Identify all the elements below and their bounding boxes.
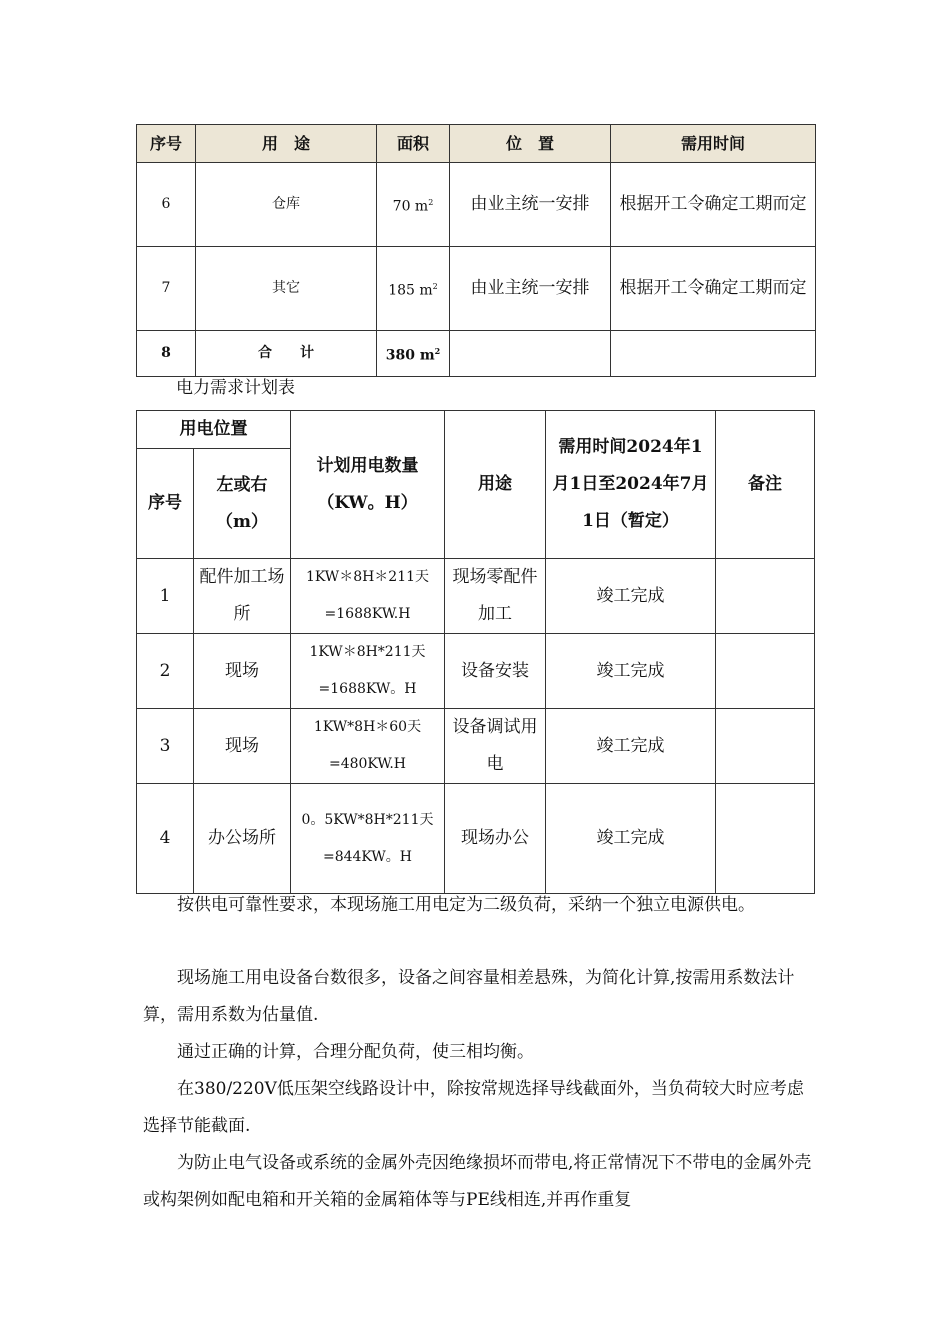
power-demand-table [136, 410, 815, 894]
header-plan: 计划用电数量（KW。H） [291, 411, 445, 559]
cell-use: 仓库 [196, 163, 377, 247]
cell-use: 设备调试用电 [445, 709, 546, 784]
cell-amount: 1KW＊8H＊211天=1688KW.H [291, 559, 445, 634]
table-caption: 电力需求计划表 [176, 378, 295, 398]
table-row [137, 247, 816, 331]
cell-location: 由业主统一安排 [450, 163, 611, 247]
header-use: 用 途 [196, 125, 377, 163]
cell-time: 竣工完成 [546, 709, 716, 784]
body-paragraph: 在380/220V低压架空线路设计中，除按常规选择导线截面外，当负荷较大时应考虑选择节能截面. [143, 1079, 804, 1136]
cell-amount: 1KW＊8H*211天=1688KW。H [291, 634, 445, 709]
table-row [137, 163, 816, 247]
cell-note [716, 559, 815, 634]
cell-amount: 1KW*8H＊60天=480KW.H [291, 709, 445, 784]
cell-area: 185 $m^2$ [377, 247, 450, 331]
cell-no: 7 [137, 247, 196, 331]
cell-note [716, 634, 815, 709]
cell-use: 合 计 [196, 331, 377, 377]
cell-time: 根据开工令确定工期而定 [611, 247, 816, 331]
table-row [137, 709, 815, 784]
table-row [137, 559, 815, 634]
body-paragraph: 为防止电气设备或系统的金属外壳因绝缘损坏而带电,将正常情况下不带电的金属外壳或构架例如配电箱和开关箱的金属箱体等与PE线相连,并再作重复 [143, 1153, 812, 1210]
cell-place: 配件加工场所 [194, 559, 291, 634]
cell-amount: 0。5KW*8H*211天=844KW。H [291, 784, 445, 894]
table-header-row [137, 411, 815, 449]
table-row [137, 784, 815, 894]
cell-no: 6 [137, 163, 196, 247]
cell-time: 竣工完成 [546, 559, 716, 634]
header-no: 序号 [137, 449, 194, 559]
cell-time: 根据开工令确定工期而定 [611, 163, 816, 247]
cell-use: 现场零配件加工 [445, 559, 546, 634]
header-time: 需用时间 [611, 125, 816, 163]
header-left-right: 左或右（m） [194, 449, 291, 559]
cell-place: 现场 [194, 634, 291, 709]
table-total-row [137, 331, 816, 377]
cell-location [450, 331, 611, 377]
cell-area: 380 $m^2$ [377, 331, 450, 377]
header-location: 位 置 [450, 125, 611, 163]
cell-time: 竣工完成 [546, 784, 716, 894]
cell-use: 现场办公 [445, 784, 546, 894]
cell-time: 竣工完成 [546, 634, 716, 709]
cell-time [611, 331, 816, 377]
cell-area: 70 $m^2$ [377, 163, 450, 247]
cell-no: 8 [137, 331, 196, 377]
header-use: 用途 [445, 411, 546, 559]
header-time: 需用时间2024年1月1日至2024年7月1日（暂定） [546, 411, 716, 559]
cell-use: 设备安装 [445, 634, 546, 709]
body-paragraph: 通过正确的计算，合理分配负荷，使三相均衡。 [177, 1042, 534, 1062]
body-paragraph: 按供电可靠性要求，本现场施工用电定为二级负荷，采纳一个独立电源供电。 [177, 895, 755, 915]
table-header-row [137, 125, 816, 163]
cell-place: 现场 [194, 709, 291, 784]
header-position: 用电位置 [137, 411, 291, 449]
header-area: 面积 [377, 125, 450, 163]
header-no: 序号 [137, 125, 196, 163]
header-note: 备注 [716, 411, 815, 559]
cell-no: 4 [137, 784, 194, 894]
table-row [137, 634, 815, 709]
cell-use: 其它 [196, 247, 377, 331]
body-paragraph: 现场施工用电设备台数很多，设备之间容量相差悬殊，为简化计算,按需用系数法计算，需用系数为估量值. [143, 968, 795, 1025]
cell-location: 由业主统一安排 [450, 247, 611, 331]
cell-no: 2 [137, 634, 194, 709]
cell-no: 1 [137, 559, 194, 634]
site-area-table [136, 124, 816, 377]
cell-note [716, 709, 815, 784]
cell-no: 3 [137, 709, 194, 784]
cell-place: 办公场所 [194, 784, 291, 894]
cell-note [716, 784, 815, 894]
